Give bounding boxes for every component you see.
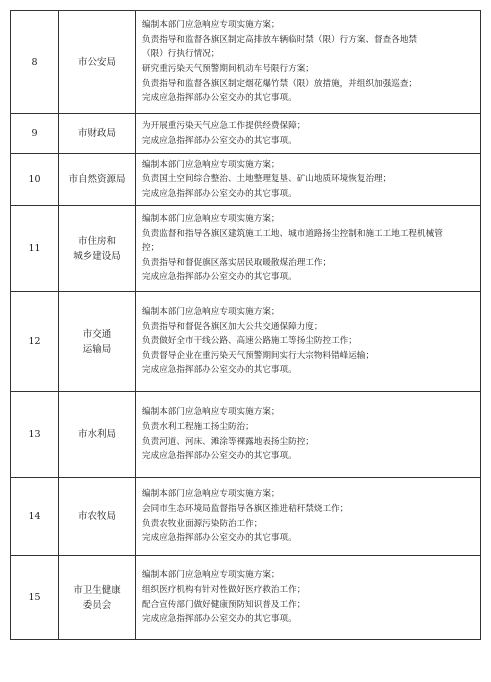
duty-line: 编制本部门应急响应专项实施方案； <box>142 489 280 500</box>
duty-line: 负责国土空间综合整治、土地整理复垦、矿山地质环境恢复治理； <box>142 174 392 185</box>
duty-line: 组织医疗机构有针对性做好医疗救治工作； <box>142 584 306 595</box>
duty-line: 负责做好全市干线公路、高速公路施工等扬尘防控工作； <box>142 336 357 347</box>
table-row <box>11 114 481 154</box>
department-name: 市自然资源局 <box>68 174 126 185</box>
table-row <box>11 154 481 206</box>
duty-line: 负责指导和督促旗区落实居民取暖散煤治理工作； <box>142 257 332 268</box>
duty-line: 负责河道、河床、滩涂等裸露地表扬尘防控； <box>142 436 314 447</box>
department-name: 市交通 <box>82 328 112 340</box>
duty-line: 负责农牧业面源污染防治工作； <box>142 518 263 529</box>
duty-line: 负责监督和指导各旗区建筑施工工地、城市道路扬尘控制和施工工地工程机械管 <box>142 228 443 239</box>
table-row <box>11 206 481 292</box>
duties-cell <box>136 392 481 478</box>
duty-line: （限）行执行情况； <box>142 49 220 60</box>
department-cell <box>59 206 136 292</box>
duty-line: 配合宣传部门做好健康预防知识普及工作； <box>142 599 306 610</box>
duty-line: 负责水利工程施工扬尘防治； <box>142 421 254 432</box>
department-cell <box>59 154 136 206</box>
row-number: 9 <box>11 114 59 154</box>
duties-cell <box>136 11 481 114</box>
duty-line: 负责指导和监督各旗区制定烟花爆竹禁（限）放措施，并组织加强巡查； <box>142 78 418 89</box>
duty-line: 负责指导和监督各旗区制定高排放车辆临时禁（限）行方案、督查各地禁 <box>142 34 418 45</box>
duties-table <box>10 10 481 640</box>
duties-cell <box>136 478 481 556</box>
table-row <box>11 292 481 392</box>
department-cell <box>59 292 136 392</box>
duty-line: 负责督导企业在重污染天气预警期间实行大宗物料错峰运输； <box>142 350 375 361</box>
duty-line: 完成应急指挥部办公室交办的其它事项。 <box>142 365 297 376</box>
table-row <box>11 556 481 640</box>
department-cell <box>59 478 136 556</box>
row-number: 8 <box>11 11 59 114</box>
department-name: 市公安局 <box>77 56 116 68</box>
table-body <box>11 11 481 640</box>
table-row <box>11 11 481 114</box>
duties-cell <box>136 114 481 154</box>
row-number: 14 <box>11 478 59 556</box>
duty-line: 完成应急指挥部办公室交办的其它事项。 <box>142 451 297 462</box>
department-cell <box>59 556 136 640</box>
department-name: 运输局 <box>82 343 112 355</box>
department-name: 城乡建设局 <box>73 250 121 262</box>
row-number: 13 <box>11 392 59 478</box>
row-number: 15 <box>11 556 59 640</box>
duty-line: 完成应急指挥部办公室交办的其它事项。 <box>142 135 297 146</box>
department-name: 委员会 <box>82 599 112 611</box>
department-name: 市财政局 <box>77 128 116 139</box>
duty-line: 编制本部门应急响应专项实施方案； <box>142 407 280 418</box>
department-cell <box>59 11 136 114</box>
duties-cell <box>136 154 481 206</box>
department-name: 市卫生健康 <box>73 584 121 596</box>
table-row <box>11 478 481 556</box>
duty-line: 完成应急指挥部办公室交办的其它事项。 <box>142 614 297 625</box>
department-cell <box>59 392 136 478</box>
duty-line: 为开展重污染天气应急工作提供经费保障； <box>142 120 306 131</box>
duty-line: 完成应急指挥部办公室交办的其它事项。 <box>142 93 297 104</box>
duty-line: 负责指导和督促各旗区加大公共交通保障力度； <box>142 321 323 332</box>
department-name: 市水利局 <box>77 429 116 440</box>
duty-line: 会同市生态环境局监督指导各旗区推进秸秆禁烧工作； <box>142 503 349 514</box>
row-number: 12 <box>11 292 59 392</box>
department-name: 市住房和 <box>77 235 116 247</box>
duties-cell <box>136 206 481 292</box>
duty-line: 研究重污染天气预警期间机动车号限行方案； <box>142 64 314 74</box>
row-number: 11 <box>11 206 59 292</box>
duties-cell <box>136 292 481 392</box>
duty-line: 编制本部门应急响应专项实施方案； <box>142 570 280 581</box>
duty-line: 控； <box>142 243 160 254</box>
duty-line: 完成应急指挥部办公室交办的其它事项。 <box>142 188 297 199</box>
department-cell <box>59 114 136 154</box>
department-name: 市农牧局 <box>77 511 116 522</box>
duty-line: 编制本部门应急响应专项实施方案； <box>142 214 280 225</box>
duty-line: 编制本部门应急响应专项实施方案； <box>142 307 280 318</box>
row-number: 10 <box>11 154 59 206</box>
table-row <box>11 392 481 478</box>
duties-cell <box>136 556 481 640</box>
duty-line: 完成应急指挥部办公室交办的其它事项。 <box>142 533 297 544</box>
duty-line: 编制本部门应急响应专项实施方案； <box>142 20 280 31</box>
duty-line: 编制本部门应急响应专项实施方案； <box>142 159 280 170</box>
duty-line: 完成应急指挥部办公室交办的其它事项。 <box>142 272 297 283</box>
